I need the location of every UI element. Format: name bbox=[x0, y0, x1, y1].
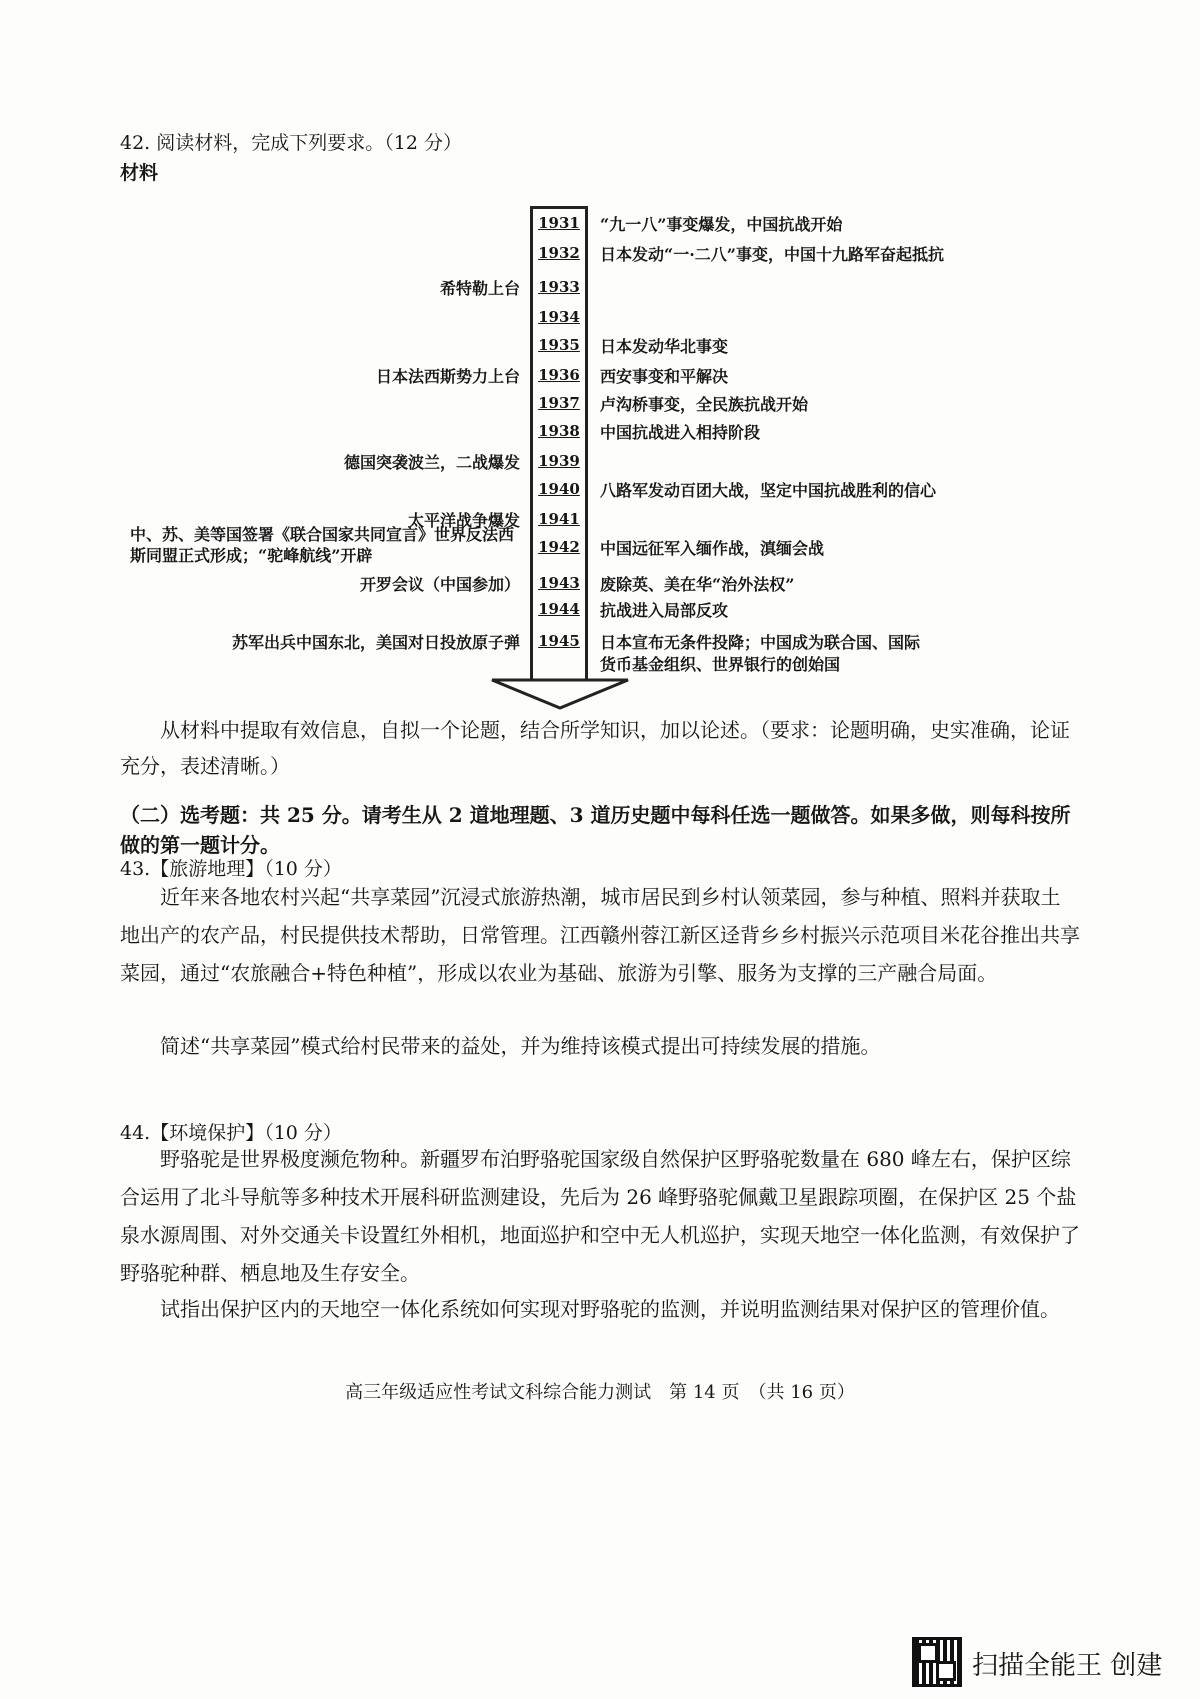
timeline-event-china: “九一八”事变爆发，中国抗战开始 bbox=[600, 215, 843, 234]
timeline-year: 1944 bbox=[538, 600, 580, 618]
timeline-event-china: 中国远征军入缅作战，滇缅会战 bbox=[600, 539, 825, 558]
timeline-event-china: 日本发动华北事变 bbox=[600, 337, 729, 356]
timeline-year: 1938 bbox=[538, 422, 580, 440]
q43-para1: 近年来各地农村兴起“共享菜园”沉浸式旅游热潮，城市居民到乡村认领菜园，参与种植、照料并获取土地出产的农产品，村民提供技术帮助，日常管理。江西赣州蓉江新区迳背乡乡村振兴示范项目米花谷推出共享菜园，通过“农旅融合+特色种植”，形成以农业为基础、旅游为引擎、服务为支撑的三产融合局面。 bbox=[120, 885, 1080, 985]
timeline-year: 1936 bbox=[538, 366, 580, 384]
timeline-event-world: 中、苏、美等国签署《联合国家共同宣言》世界反法西斯同盟正式形成；“驼峰航线”开辟 bbox=[130, 525, 515, 565]
timeline-event-china: 抗战进入局部反攻 bbox=[600, 601, 729, 620]
timeline-year: 1934 bbox=[538, 308, 580, 326]
q42-task: 从材料中提取有效信息，自拟一个论题，结合所学知识，加以论述。（要求：论题明确，史实准确，论证充分，表述清晰。） bbox=[120, 718, 1070, 778]
qr-code-icon bbox=[912, 1637, 962, 1687]
timeline-right-rail bbox=[585, 206, 588, 682]
timeline-diagram bbox=[0, 0, 1200, 780]
timeline-year: 1933 bbox=[538, 278, 580, 296]
timeline-event-china: 日本宣布无条件投降；中国成为联合国、国际货币基金组织、世界银行的创始国 bbox=[600, 633, 921, 674]
timeline-year: 1932 bbox=[538, 244, 580, 262]
q43-para2: 简述“共享菜园”模式给村民带来的益处，并为维持该模式提出可持续发展的措施。 bbox=[160, 1034, 881, 1058]
timeline-event-world: 希特勒上台 bbox=[439, 279, 520, 298]
timeline-event-china: 中国抗战进入相持阶段 bbox=[600, 423, 761, 442]
timeline-year: 1931 bbox=[538, 214, 580, 232]
timeline-event-world: 太平洋战争爆发 bbox=[407, 511, 520, 530]
timeline-arrowhead bbox=[490, 678, 630, 710]
timeline-year: 1939 bbox=[538, 452, 580, 470]
timeline-event-world: 日本法西斯势力上台 bbox=[375, 367, 520, 386]
q44-para1: 野骆驼是世界极度濒危物种。新疆罗布泊野骆驼国家级自然保护区野骆驼数量在 680 峰左右，保护区综合运用了北斗导航等多种技术开展科研监测建设，先后为 26 峰野骆驼佩戴卫星跟踪项圈，在保护区 25 个盐泉水源周围、对外交通关卡设置红外相机，地面巡护和空中无人机巡护，实现天地空一体化监测，有效保护了野骆驼种群、栖息地及生存安全。 bbox=[120, 1147, 1080, 1285]
timeline-event-china: 废除英、美在华“治外法权” bbox=[600, 575, 795, 594]
section2-intro: （二）选考题：共 25 分。请考生从 2 道地理题、3 道历史题中每科任选一题做答。如果多做，则每科按所做的第一题计分。 bbox=[120, 803, 1071, 857]
timeline-year: 1942 bbox=[538, 538, 580, 556]
timeline-year: 1945 bbox=[538, 632, 580, 650]
q44-header: 44.【环境保护】（10 分） bbox=[120, 1122, 342, 1144]
timeline-event-china: 八路军发动百团大战，坚定中国抗战胜利的信心 bbox=[600, 481, 937, 500]
timeline-year: 1943 bbox=[538, 574, 580, 592]
page-footer: 高三年级适应性考试文科综合能力测试 第 14 页 （共 16 页） bbox=[345, 1382, 855, 1403]
timeline-year: 1935 bbox=[538, 336, 580, 354]
material-label: 材料 bbox=[120, 162, 159, 184]
timeline-event-world: 苏军出兵中国东北，美国对日投放原子弹 bbox=[231, 633, 520, 652]
timeline-event-china: 卢沟桥事变，全民族抗战开始 bbox=[600, 395, 809, 414]
timeline-year: 1940 bbox=[538, 480, 580, 498]
timeline-event-world: 开罗会议（中国参加） bbox=[359, 575, 520, 594]
q43-header: 43.【旅游地理】（10 分） bbox=[120, 858, 342, 880]
timeline-left-rail bbox=[530, 206, 533, 682]
scanner-watermark-text: 扫描全能王 创建 bbox=[972, 1651, 1163, 1681]
timeline-top-cap bbox=[530, 206, 588, 209]
timeline-year: 1937 bbox=[538, 394, 580, 412]
q42-header: 42. 阅读材料，完成下列要求。（12 分） bbox=[120, 132, 462, 154]
timeline-event-china: 西安事变和平解决 bbox=[600, 367, 729, 386]
q44-para2: 试指出保护区内的天地空一体化系统如何实现对野骆驼的监测，并说明监测结果对保护区的管理价值。 bbox=[160, 1297, 1060, 1321]
timeline-event-china: 日本发动“一·二八”事变，中国十九路军奋起抵抗 bbox=[600, 245, 944, 264]
timeline-year: 1941 bbox=[538, 510, 580, 528]
timeline-event-world: 德国突袭波兰，二战爆发 bbox=[343, 453, 520, 472]
